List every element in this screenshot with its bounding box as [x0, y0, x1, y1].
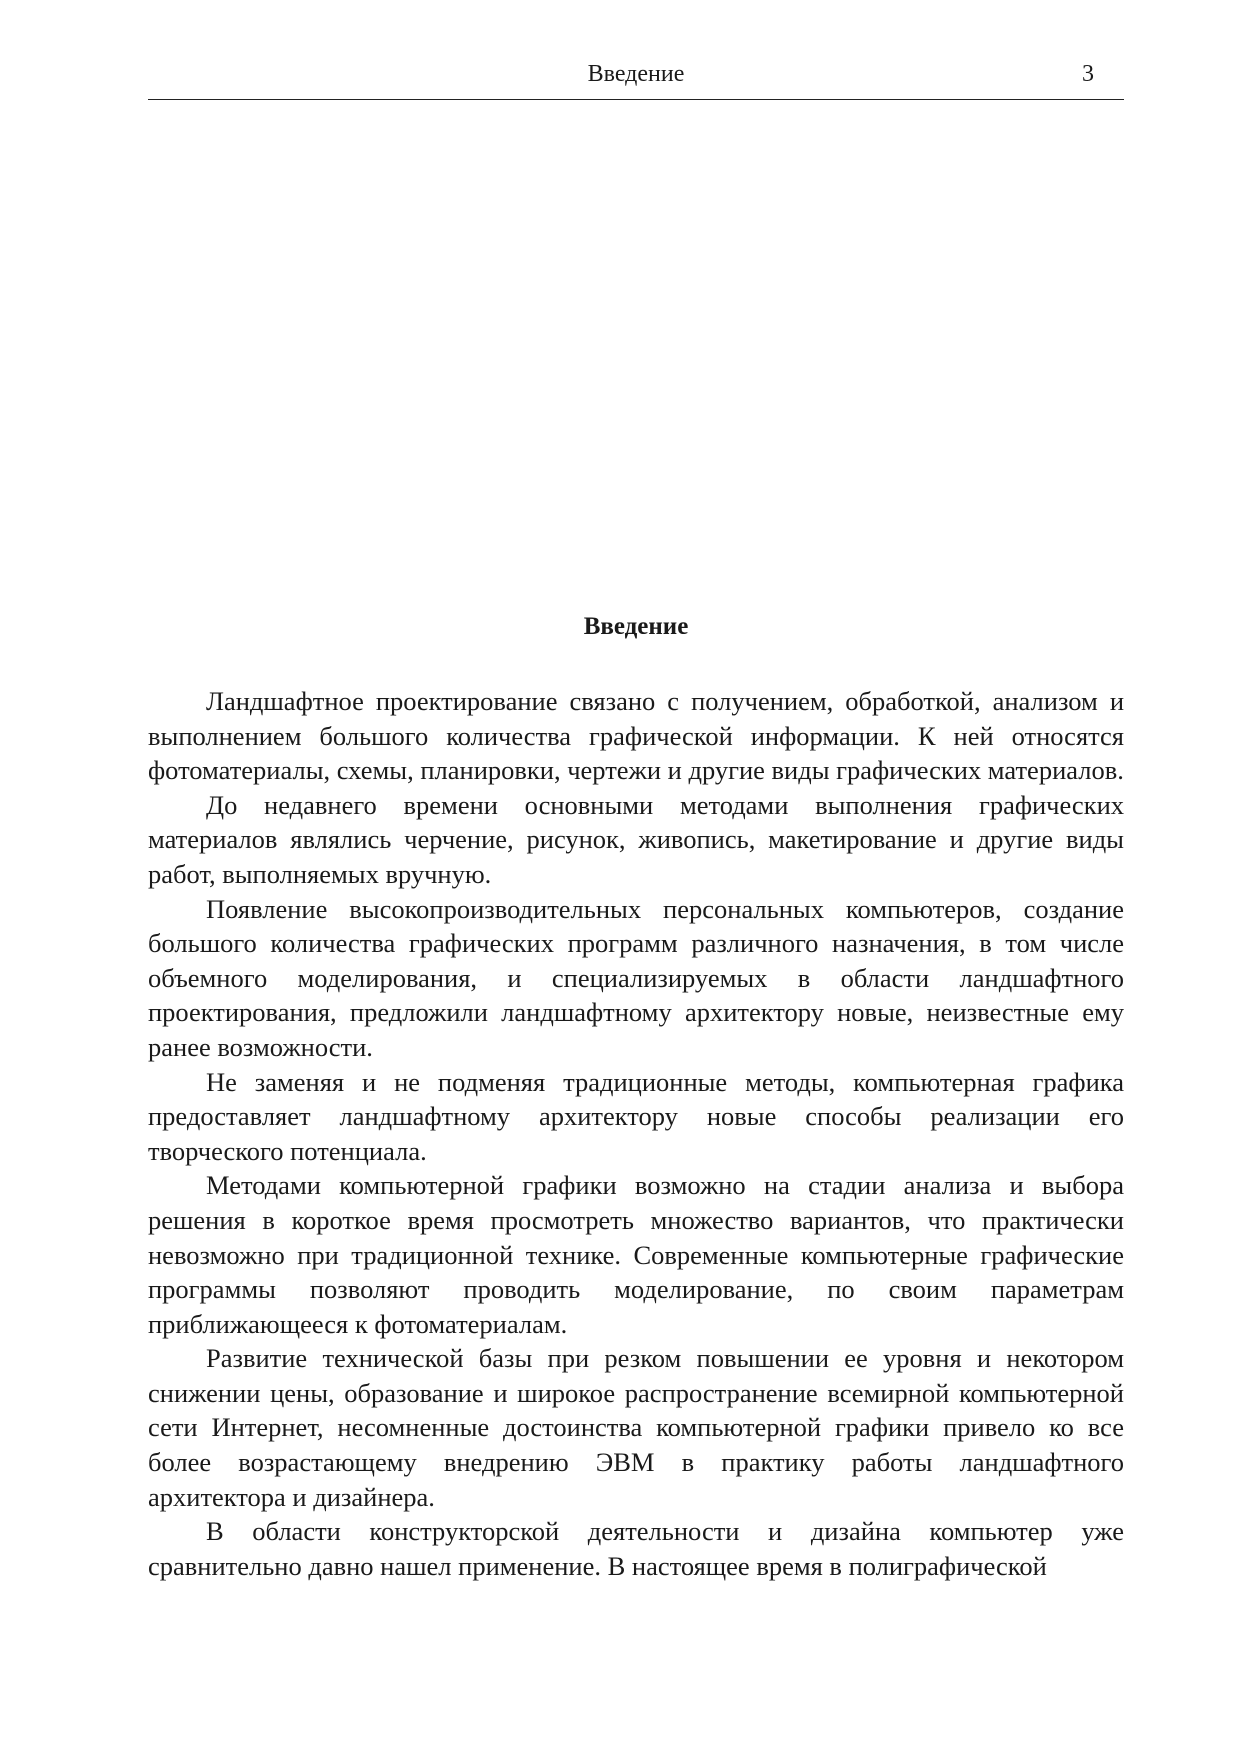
running-title: Введение	[587, 61, 685, 87]
body-text	[148, 684, 1124, 1583]
paragraph: Ландшафтное проектирование связано с получением, обработкой, анализом и выполнением большого количества графической информации. К ней относятся фотоматериалы, схемы, планировки, чертежи и другие виды графических материалов.	[148, 686, 1124, 786]
paragraph: Методами компьютерной графики возможно на стадии анализа и выбора решения в короткое время просмотреть множество вариантов, что практически невозможно при традиционной технике. Современные компьютерные графические программы позволяют проводить моделирование, по своим параметрам приближающееся к фотоматериалам.	[148, 1170, 1124, 1339]
paragraph: Развитие технической базы при резком повышении ее уровня и некотором снижении цены, образование и широкое распространение всемирной компьютерной сети Интернет, несомненные достоинства компьютерной графики привело ко все более возрастающему внедрению ЭВМ в практику работы ландшафтного архитектора и дизайнера.	[148, 1343, 1124, 1512]
paragraph: Не заменяя и не подменяя традиционные методы, компьютерная графика предоставляет ландшафтному архитектору новые способы реализации его творческого потенциала.	[148, 1066, 1124, 1166]
paragraph: До недавнего времени основными методами выполнения графических материалов являлись черчение, рисунок, живопись, макетирование и другие виды работ, выполняемых вручную.	[148, 789, 1124, 889]
chapter-title: Введение	[583, 613, 689, 640]
running-header	[148, 58, 1124, 100]
paragraph: В области конструкторской деятельности и дизайна компьютер уже сравнительно давно нашел применение. В настоящее время в полиграфической	[148, 1516, 1124, 1581]
page-number: 3	[1082, 61, 1094, 87]
paragraph: Появление высокопроизводительных персональных компьютеров, создание большого количества графических программ различного назначения, в том числе объемного моделирования, и специализируемых в области ландшафтного проектирования, предложили ландшафтному архитектору новые, неизвестные ему ранее возможности.	[148, 893, 1124, 1062]
